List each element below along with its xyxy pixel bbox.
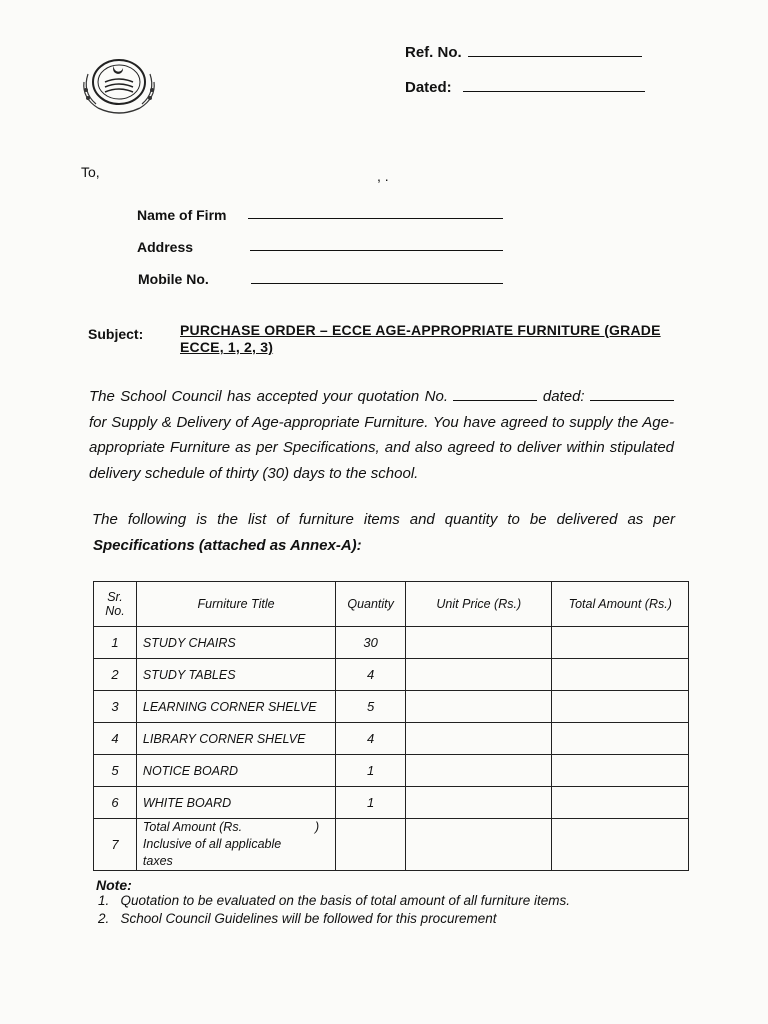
items-intro-line: The following is the list of furniture items and quantity to be delivered as per bbox=[92, 511, 675, 528]
header-furniture-title: Furniture Title bbox=[136, 582, 335, 627]
stray-mark: , . bbox=[377, 168, 389, 184]
quotation-date-blank[interactable] bbox=[590, 388, 674, 401]
table-row bbox=[94, 755, 689, 787]
row-title: WHITE BOARD bbox=[136, 787, 335, 819]
row-sr: 3 bbox=[94, 691, 137, 723]
note-number: 1. bbox=[98, 893, 110, 908]
address-label: Address bbox=[137, 239, 194, 255]
row-title: NOTICE BOARD bbox=[136, 755, 335, 787]
quotation-dated-text: dated: bbox=[542, 388, 585, 405]
row-sr: 5 bbox=[94, 755, 137, 787]
note-item bbox=[98, 893, 570, 908]
dated-line[interactable] bbox=[463, 91, 645, 92]
row-sr: 1 bbox=[94, 627, 137, 659]
note-text: School Council Guidelines will be followed for this procurement bbox=[120, 911, 497, 926]
header-quantity: Quantity bbox=[336, 582, 406, 627]
row-unit-price-cell[interactable] bbox=[406, 723, 552, 755]
annex-reference: Specifications (attached as Annex-A): bbox=[93, 537, 362, 554]
row-unit-price-cell[interactable] bbox=[406, 691, 552, 723]
taxes-label: taxes bbox=[142, 854, 173, 868]
table-row bbox=[94, 659, 689, 691]
ref-no-line[interactable] bbox=[468, 56, 642, 57]
total-row-qty-cell bbox=[336, 819, 406, 871]
firm-name-line[interactable] bbox=[248, 218, 503, 219]
header-sr-line2: No. bbox=[105, 604, 125, 618]
row-total-amount-cell[interactable] bbox=[552, 723, 689, 755]
row-unit-price-cell[interactable] bbox=[406, 659, 552, 691]
grand-total-cell[interactable] bbox=[552, 819, 689, 871]
address-line[interactable] bbox=[250, 250, 503, 251]
mobile-no-label: Mobile No. bbox=[138, 271, 209, 287]
subject-label: Subject: bbox=[88, 326, 144, 342]
row-title: STUDY CHAIRS bbox=[136, 627, 335, 659]
row-title: LEARNING CORNER SHELVE bbox=[136, 691, 335, 723]
inclusive-taxes-label: Inclusive of all applicable bbox=[142, 837, 282, 851]
dated-label: Dated: bbox=[405, 79, 452, 96]
row-qty: 5 bbox=[336, 691, 406, 723]
table-row bbox=[94, 787, 689, 819]
total-amount-label-cell bbox=[136, 819, 335, 871]
row-title: STUDY TABLES bbox=[136, 659, 335, 691]
note-heading: Note: bbox=[96, 877, 132, 893]
table-row bbox=[94, 723, 689, 755]
header-total-amount: Total Amount (Rs.) bbox=[552, 582, 689, 627]
quotation-no-blank[interactable] bbox=[453, 388, 537, 401]
row-unit-price-cell[interactable] bbox=[406, 627, 552, 659]
government-seal-logo bbox=[78, 52, 160, 118]
note-item bbox=[98, 911, 496, 926]
quotation-text: The School Council has accepted your quotation No. bbox=[89, 388, 448, 405]
header-unit-price: Unit Price (Rs.) bbox=[406, 582, 552, 627]
mobile-no-line[interactable] bbox=[251, 283, 503, 284]
note-text: Quotation to be evaluated on the basis of total amount of all furniture items. bbox=[120, 893, 571, 908]
row-sr: 4 bbox=[94, 723, 137, 755]
row-title: LIBRARY CORNER SHELVE bbox=[136, 723, 335, 755]
row-total-amount-cell[interactable] bbox=[552, 627, 689, 659]
total-amount-label: Total Amount (Rs. bbox=[142, 820, 243, 834]
row-sr: 2 bbox=[94, 659, 137, 691]
row-qty: 1 bbox=[336, 787, 406, 819]
row-total-amount-cell[interactable] bbox=[552, 755, 689, 787]
table-row bbox=[94, 627, 689, 659]
row-total-amount-cell[interactable] bbox=[552, 787, 689, 819]
to-label: To, bbox=[81, 164, 100, 180]
row-qty: 4 bbox=[336, 659, 406, 691]
total-amount-row bbox=[94, 819, 689, 871]
row-qty: 30 bbox=[336, 627, 406, 659]
row-sr: 6 bbox=[94, 787, 137, 819]
note-number: 2. bbox=[98, 911, 110, 926]
row-unit-price-cell[interactable] bbox=[406, 787, 552, 819]
table-row bbox=[94, 691, 689, 723]
total-amount-close-paren: ) bbox=[315, 820, 320, 834]
acceptance-paragraph bbox=[89, 384, 674, 486]
header-sr-line1: Sr. bbox=[107, 590, 123, 604]
row-total-amount-cell[interactable] bbox=[552, 691, 689, 723]
total-row-unit-cell bbox=[406, 819, 552, 871]
row-total-amount-cell[interactable] bbox=[552, 659, 689, 691]
row-qty: 4 bbox=[336, 723, 406, 755]
ref-no-label: Ref. No. bbox=[405, 44, 462, 61]
supply-text: for Supply & Delivery of Age-appropriate Furniture. You have agreed to supply the Age-appropriate Furniture as per Specifications, and also agreed to deliver within stipulated delivery schedule of thirty (30) days to the school. bbox=[89, 413, 674, 482]
row-sr: 7 bbox=[94, 819, 137, 871]
header-sr-no bbox=[94, 582, 137, 627]
row-qty: 1 bbox=[336, 755, 406, 787]
firm-name-label: Name of Firm bbox=[137, 207, 227, 223]
furniture-items-table bbox=[93, 581, 689, 871]
table-header-row bbox=[94, 582, 689, 627]
row-unit-price-cell[interactable] bbox=[406, 755, 552, 787]
subject-text: PURCHASE ORDER – ECCE AGE-APPROPRIATE FURNITURE (GRADE ECCE, 1, 2, 3) bbox=[180, 322, 661, 355]
